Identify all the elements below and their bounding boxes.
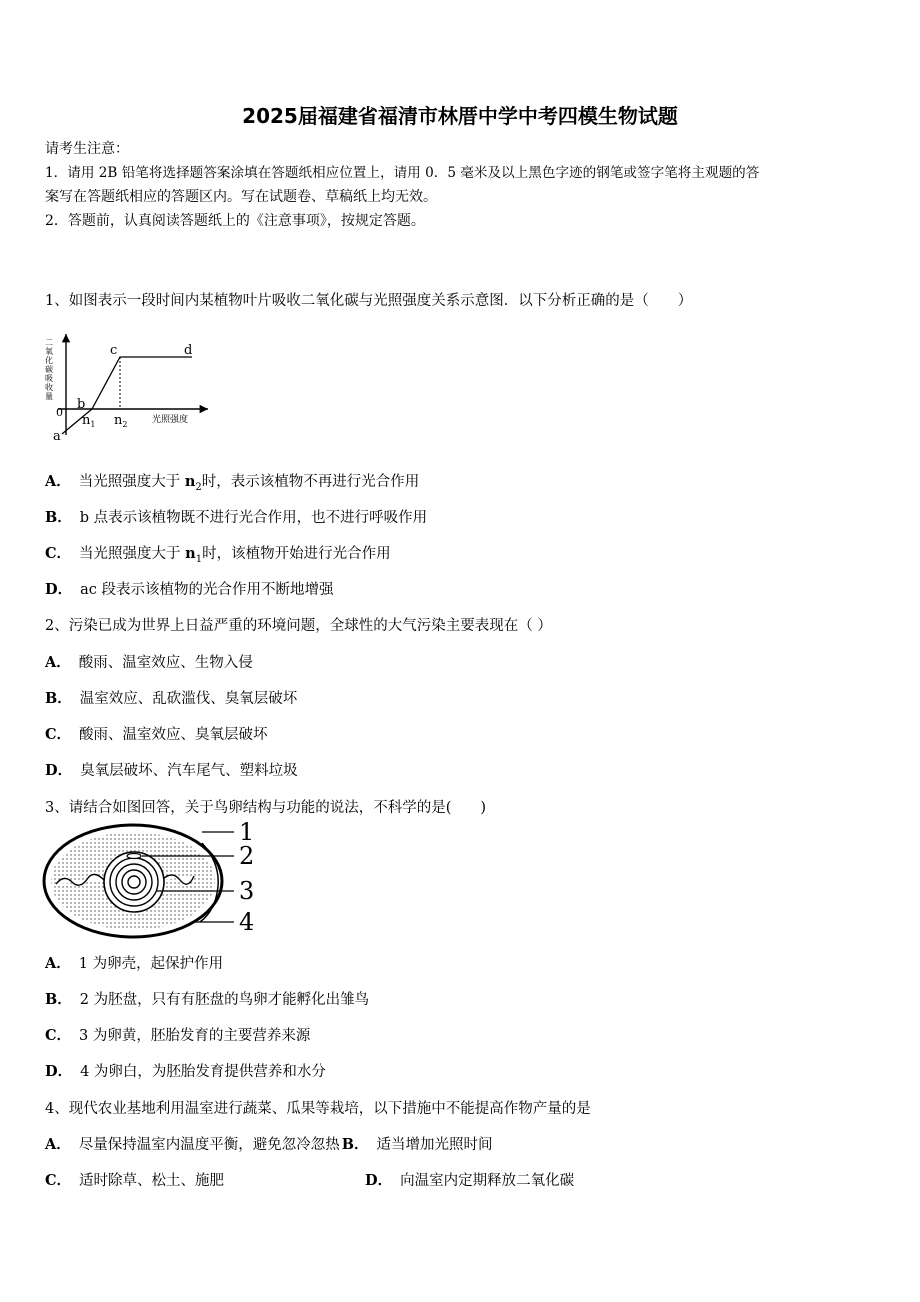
point-o-label: 0 (56, 406, 63, 419)
yolk (104, 852, 164, 912)
q1-option-d: D． ac 段表示该植物的光合作用不断地增强 (45, 581, 334, 598)
q2-option-c: C． 酸雨、温室效应、臭氧层破坏 (45, 726, 268, 743)
germinal-disc (127, 854, 141, 859)
notice-line-1: 1．请用 2B 铅笔将选择题答案涂填在答题纸相应位置上，请用 0．5 毫米及以上黑色字迹的钢笔或签字笔将主观题的答 (45, 165, 760, 181)
notice-line-2: 2．答题前，认真阅读答题纸上的《注意事项》，按规定答题。 (45, 213, 425, 229)
question-2-stem: 2、污染已成为世界上日益严重的环境问题，全球性的大气污染主要表现在（ ） (45, 618, 552, 634)
n1-label: $n_1$ (82, 413, 96, 429)
point-c-label: c (110, 343, 118, 358)
y-axis-label: 二氧化碳吸收量 (44, 338, 54, 401)
q1-option-c: C． 当光照强度大于 $n_1$时，该植物开始进行光合作用 (45, 545, 391, 565)
q4-option-a-b: A． 尽量保持温室内温度平衡，避免忽冷忽热 B． 适当增加光照时间 (45, 1136, 493, 1153)
point-b-label: b (77, 397, 86, 412)
q3-option-a: A． 1 为卵壳，起保护作用 (45, 955, 224, 972)
question-1-stem: 1、如图表示一段时间内某植物叶片吸收二氧化碳与光照强度关系示意图．以下分析正确的是（ ） (45, 293, 693, 309)
question-4-stem: 4、现代农业基地利用温室进行蔬菜、瓜果等栽培，以下措施中不能提高作物产量的是 (45, 1101, 591, 1117)
n2-label: $n_2$ (114, 413, 128, 429)
egg-label-4: 4 (239, 908, 255, 936)
bird-egg-diagram (42, 818, 264, 942)
point-d-label: d (184, 343, 193, 358)
q3-option-d: D． 4 为卵白，为胚胎发育提供营养和水分 (45, 1063, 326, 1080)
egg-label-1: 1 (239, 818, 255, 846)
page-title: 2025届福建省福清市林厝中学中考四模生物试题 (242, 104, 678, 128)
co2-light-graph (44, 330, 214, 442)
egg-label-2: 2 (239, 842, 255, 870)
q3-option-c: C． 3 为卵黄，胚胎发育的主要营养来源 (45, 1027, 311, 1044)
x-axis-label: 光照强度 (152, 415, 189, 425)
question-3-stem: 3、请结合如图回答，关于鸟卵结构与功能的说法，不科学的是( ) (45, 800, 487, 816)
q2-option-a: A． 酸雨、温室效应、生物入侵 (45, 654, 253, 671)
q4-option-d: D． 向温室内定期释放二氧化碳 (365, 1172, 575, 1189)
q2-option-b: B． 温室效应、乱砍滥伐、臭氧层破坏 (45, 690, 298, 707)
notice-line-1b: 案写在答题纸相应的答题区内。写在试题卷、草稿纸上均无效。 (45, 189, 437, 205)
point-a-label: a (53, 429, 61, 442)
q1-option-a: A． 当光照强度大于 $n_2$时，表示该植物不再进行光合作用 (45, 473, 420, 493)
q4-option-c: C． 适时除草、松土、施肥 (45, 1172, 225, 1189)
notice-heading: 请考生注意： (45, 141, 129, 157)
egg-label-3: 3 (239, 877, 255, 905)
q3-option-b: B． 2 为胚盘，只有有胚盘的鸟卵才能孵化出雏鸟 (45, 991, 370, 1008)
q1-option-b: B． b 点表示该植物既不进行光合作用，也不进行呼吸作用 (45, 509, 428, 526)
q2-option-d: D． 臭氧层破坏、汽车尾气、塑料垃圾 (45, 762, 298, 779)
